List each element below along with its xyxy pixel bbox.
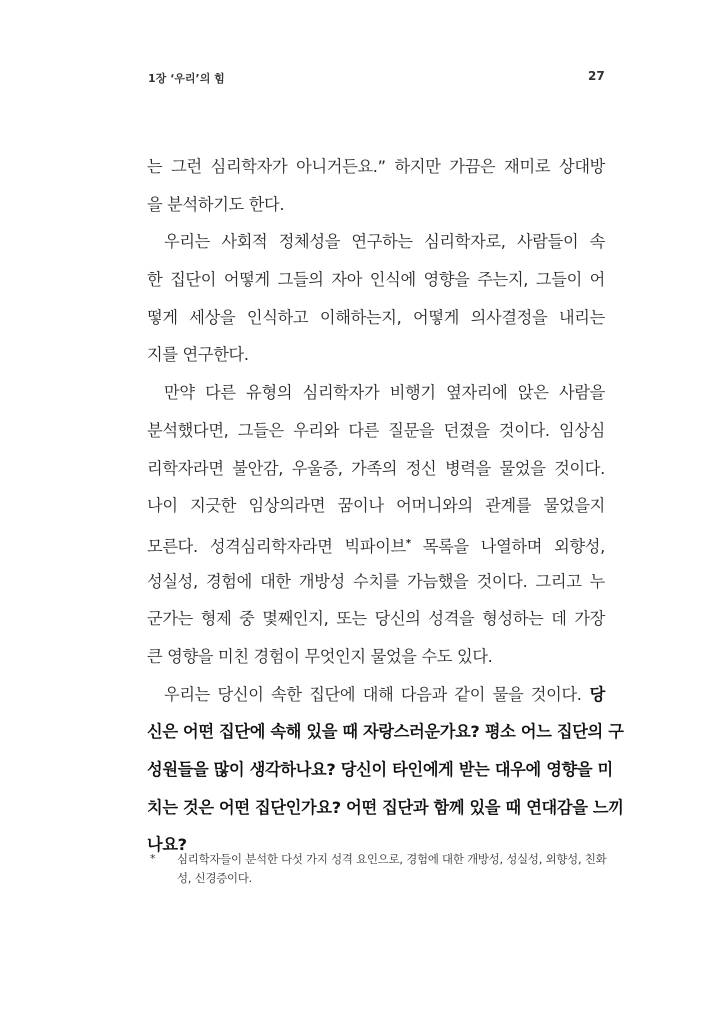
text-line: 한 집단이 어떻게 그들의 자아 인식에 영향을 주는지, 그들이 어 xyxy=(147,270,605,290)
footnote xyxy=(150,850,610,888)
text-line: 큰 영향을 미친 경험이 무엇인지 물었을 수도 있다. xyxy=(147,646,493,666)
text-line: 성실성, 경험에 대한 개방성 수치를 가늠했을 것이다. 그리고 누 xyxy=(147,571,605,591)
text-line: 떻게 세상을 인식하고 이해하는지, 어떻게 의사결정을 내리는 xyxy=(147,307,605,327)
text-line: 나이 지긋한 임상의라면 꿈이나 어머니와의 관계를 물었을지 xyxy=(147,496,605,516)
text-segment: 목록을 나열하며 외향성, xyxy=(410,536,605,556)
text-line: 리학자라면 불안감, 우울증, 가족의 정신 병력을 물었을 것이다. xyxy=(147,458,605,478)
bold-question-line: 치는 것은 어떤 집단인가요? 어떤 집단과 함께 있을 때 연대감을 느끼 xyxy=(147,797,624,817)
running-head: 1장 ‘우리’의 힘 xyxy=(148,72,225,85)
paragraph-start-line: 우리는 사회적 정체성을 연구하는 심리학자로, 사람들이 속 xyxy=(164,232,605,252)
bold-question-start: 당 xyxy=(581,684,605,704)
text-segment: 모른다. 성격심리학자라면 빅파이브 xyxy=(147,536,406,556)
text-line: 을 분석하기도 한다. xyxy=(147,194,285,214)
text-line: 지를 연구한다. xyxy=(147,345,249,365)
footnote-text: 심리학자들이 분석한 다섯 가지 성격 요인으로, 경험에 대한 개방성, 성실성, 외향성, 친화성, 신경증이다. xyxy=(177,852,607,885)
body-text xyxy=(147,148,624,864)
paragraph-start-line xyxy=(147,676,605,714)
paragraph-start-line: 만약 다른 유형의 심리학자가 비행기 옆자리에 앉은 사람을 xyxy=(164,383,605,403)
text-line: 분석했다면, 그들은 우리와 다른 질문을 던졌을 것이다. 임상심 xyxy=(147,420,605,440)
bold-question-line: 신은 어떤 집단에 속해 있을 때 자랑스러운가요? 평소 어느 집단의 구 xyxy=(147,722,624,742)
footnote-mark: * xyxy=(150,852,156,865)
text-segment: 우리는 당신이 속한 집단에 대해 다음과 같이 물을 것이다. xyxy=(164,684,582,704)
footnote-reference-mark: * xyxy=(405,537,411,549)
text-line: 는 그런 심리학자가 아니거든요.” 하지만 가끔은 재미로 상대방 xyxy=(147,157,605,176)
page-number: 27 xyxy=(588,69,605,83)
bold-question-line: 성원들을 많이 생각하나요? 당신이 타인에게 받는 대우에 영향을 미 xyxy=(147,760,613,779)
text-line: 군가는 형제 중 몇째인지, 또는 당신의 성격을 형성하는 데 가장 xyxy=(147,609,605,629)
bold-question-line: 나요? xyxy=(147,835,187,855)
text-line-with-footnote-ref xyxy=(147,525,605,563)
